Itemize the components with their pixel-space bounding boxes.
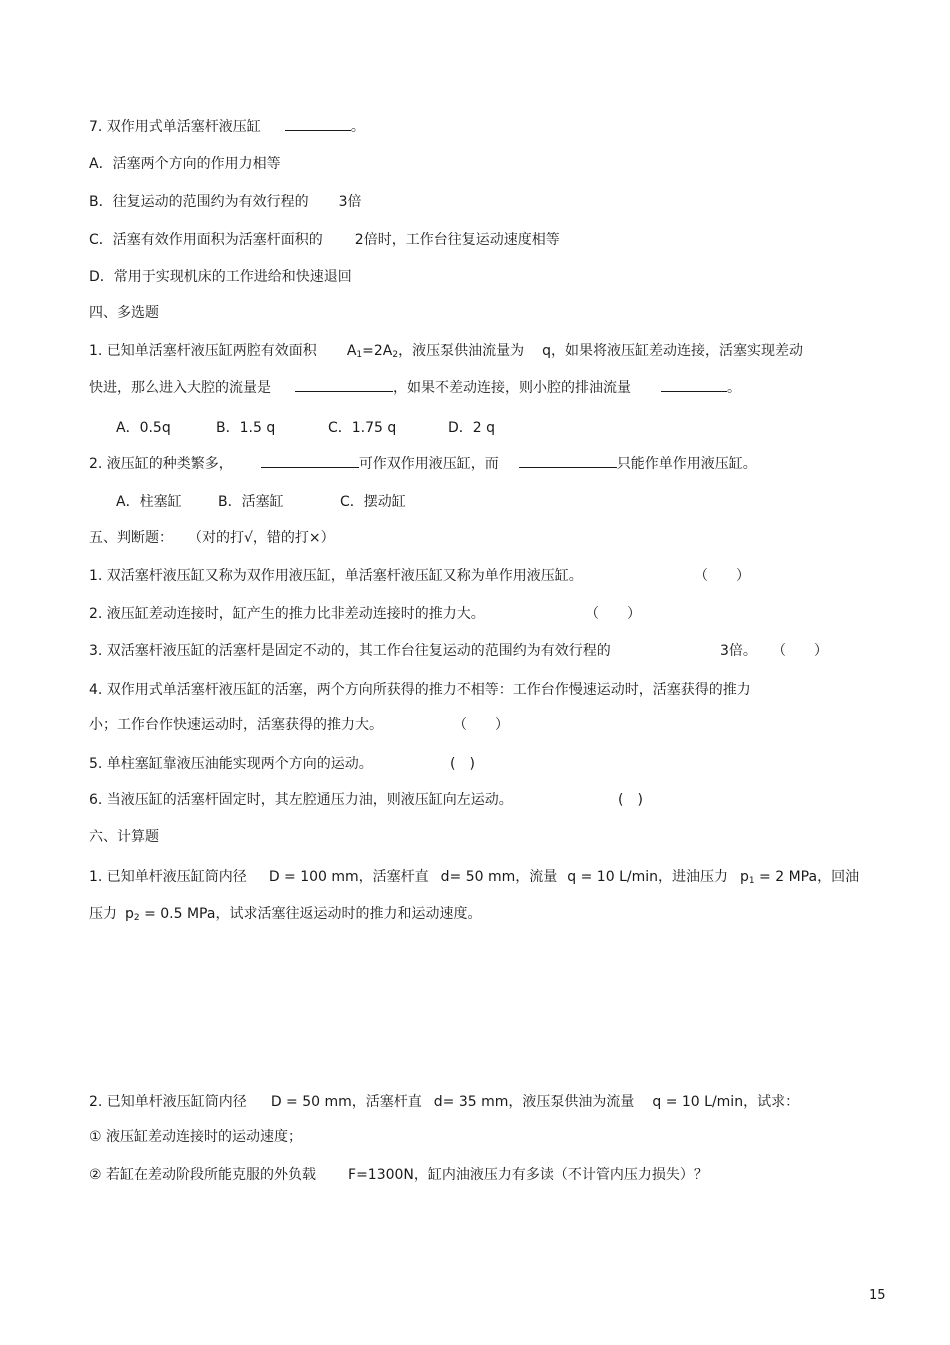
calc-q1-line1: 1. 已知单杆液压缸筒内径 D = 100 mm，活塞杆直 d= 50 mm，流量 q = 10 L/min，进油压力 $p_1 = 2$ MPa，回油: [89, 869, 860, 886]
s4-q2-option-a: A．柱塞缸: [116, 494, 182, 510]
answer-blank: [295, 379, 393, 392]
s4-q1-option-c: C．1.75 q: [328, 420, 397, 436]
s4-q1-option-b: B．1.5 q: [216, 420, 276, 436]
tf-item-4: 4. 双作用式单活塞杆液压缸的活塞，两个方向所获得的推力不相等：工作台作慢速运动时，活塞获得的推力: [89, 682, 751, 698]
s4-q1-line1: 1. 已知单活塞杆液压缸两腔有效面积 $A_1=2A_2$，液压泵供油流量为 q，如果将液压缸差动连接，活塞实现差动: [89, 343, 803, 360]
q7-option-c: C．活塞有效作用面积为活塞杆面积的 2倍时，工作台往复运动速度相等: [89, 232, 560, 248]
calc-q2-line1: 2. 已知单杆液压缸筒内径 D = 50 mm，活塞杆直 d= 35 mm，液压泵供油为流量 q = 10 L/min，试求：: [89, 1094, 800, 1110]
tf-item-3-extra: 3倍。: [720, 643, 757, 659]
q7-option-d: D．常用于实现机床的工作进给和快速退回: [89, 269, 352, 285]
tf-item-1: 1. 双活塞杆液压缸又称为双作用液压缸，单活塞杆液压缸又称为单作用液压缸。: [89, 568, 583, 584]
s4-q2-options: [116, 493, 406, 511]
s4-q2-option-c: C．摆动缸: [340, 494, 406, 510]
answer-blank: [285, 118, 351, 131]
s4-q1-option-d: D．2 q: [448, 420, 496, 436]
page-number: 15: [869, 1288, 886, 1303]
answer-blank: [519, 455, 617, 468]
s4-q2-line1: 2. 液压缸的种类繁多， 可作双作用液压缸，而 只能作单作用液压缸。: [89, 456, 757, 472]
tf-answer-1: （ ）: [694, 568, 750, 584]
tf-item-3: 3. 双活塞杆液压缸的活塞杆是固定不动的，其工作台往复运动的范围约为有效行程的: [89, 643, 611, 659]
calc-q2-item2: ② 若缸在差动阶段所能克服的外负载 F=1300N，缸内油液压力有多读（不计管内压力损失）？: [89, 1167, 708, 1183]
s4-q2-option-b: B．活塞缸: [218, 494, 284, 510]
calc-q2-item1: ① 液压缸差动连接时的运动速度；: [89, 1129, 303, 1145]
tf-item-2: 2. 液压缸差动连接时，缸产生的推力比非差动连接时的推力大。: [89, 606, 485, 622]
calc-q1-line2: 压力 $p_2 = 0.5$ MPa，试求活塞往返运动时的推力和运动速度。: [89, 906, 482, 923]
tf-answer-6: ( ): [618, 792, 643, 808]
s4-q1-option-a: A．0.5q: [116, 420, 171, 436]
tf-item-4-cont: 小；工作台作快速运动时，活塞获得的推力大。: [89, 717, 383, 733]
section-title-multiple-choice: 四、多选题: [89, 305, 159, 321]
tf-answer-3: （ ）: [772, 643, 828, 659]
tf-item-5: 5. 单柱塞缸靠液压油能实现两个方向的运动。: [89, 756, 373, 772]
q7-option-a: A．活塞两个方向的作用力相等: [89, 156, 281, 172]
tf-item-6: 6. 当液压缸的活塞杆固定时，其左腔通压力油，则液压缸向左运动。: [89, 792, 513, 808]
answer-blank: [661, 379, 727, 392]
q7-stem: 7. 双作用式单活塞杆液压缸 。: [89, 119, 365, 135]
tf-answer-5: ( ): [450, 756, 475, 772]
section-title-true-false: 五、判断题： （对的打√，错的打×）: [89, 530, 335, 546]
section-title-calculation: 六、计算题: [89, 829, 159, 845]
s4-q1-line2: 快进，那么进入大腔的流量是 ，如果不差动连接，则小腔的排油流量 。: [89, 380, 741, 396]
q7-option-b: B．往复运动的范围约为有效行程的 3倍: [89, 194, 362, 210]
s4-q1-options: [116, 419, 495, 437]
tf-answer-4: （ ）: [453, 717, 509, 733]
tf-answer-2: （ ）: [585, 606, 641, 622]
answer-blank: [261, 455, 359, 468]
